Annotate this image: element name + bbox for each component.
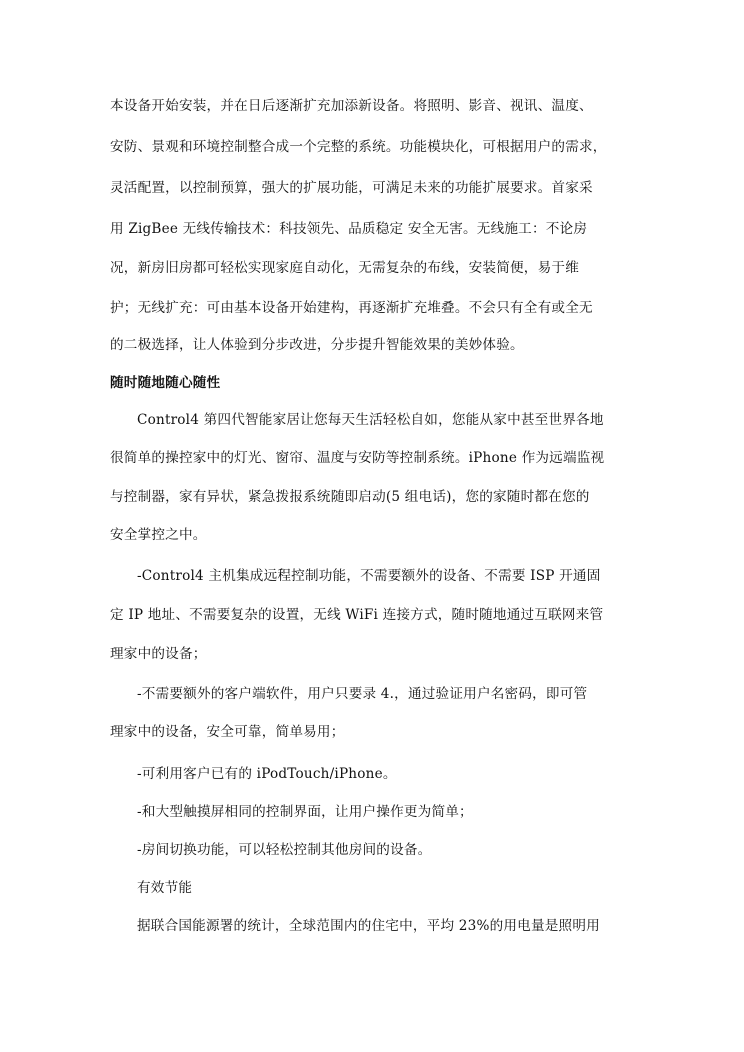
paragraph-1-line-1: 本设备开始安装，并在日后逐渐扩充加添新设备。将照明、影音、视讯、温度、 [110,98,593,114]
paragraph-2-line-1: Control4 第四代智能家居让您每天生活轻松自如，您能从家中甚至世界各地 [137,412,604,428]
paragraph-3-line-2: 定 IP 地址、不需要复杂的设置，无线 WiFi 连接方式，随时随地通过互联网来管 [110,607,604,623]
paragraph-4-line-2: 理家中的设备，安全可靠，简单易用； [110,724,345,740]
bullet-room-switch: -房间切换功能，可以轻松控制其他房间的设备。 [137,842,432,858]
paragraph-4-line-1: -不需要额外的客户端软件，用户只要录 4.，通过验证用户名密码，即可管 [137,686,588,702]
paragraph-1-line-5: 况，新房旧房都可轻松实现家庭自动化，无需复杂的布线，安装简便，易于维 [110,260,579,276]
paragraph-2-line-3: 与控制器，家有异状，紧急拨报系统随即启动(5 组电话)，您的家随时都在您的 [110,489,590,505]
paragraph-3-line-3: 理家中的设备； [110,646,207,662]
section-heading-energy-saving: 有效节能 [137,880,193,896]
paragraph-1-line-4: 用 ZigBee 无线传输技术：科技领先、品质稳定 安全无害。无线施工：不论房 [110,221,588,237]
paragraph-1-line-7: 的二极选择，让人体验到分步改进，分步提升智能效果的美妙体验。 [110,337,524,353]
paragraph-2-line-2: 很简单的操控家中的灯光、窗帘、温度与安防等控制系统。iPhone 作为远端监视 [110,450,605,466]
paragraph-3-line-1: -Control4 主机集成远程控制功能，不需要额外的设备、不需要 ISP 开通固 [137,568,601,584]
paragraph-1-line-3: 灵活配置，以控制预算，强大的扩展功能，可满足未来的功能扩展要求。首家采 [110,180,593,196]
paragraph-1-line-6: 护；无线扩充：可由基本设备开始建构，再逐渐扩充堆叠。不会只有全有或全无 [110,300,593,316]
section-heading-anytime: 随时随地随心随性 [110,375,221,391]
paragraph-5-line-1: 据联合国能源署的统计，全球范围内的住宅中，平均 23%的用电量是照明用 [137,918,600,934]
paragraph-2-line-4: 安全掌控之中。 [110,527,207,543]
paragraph-1-line-2: 安防、景观和环境控制整合成一个完整的系统。功能模块化，可根据用户的需求， [110,139,607,155]
bullet-touchscreen: -和大型触摸屏相同的控制界面，让用户操作更为简单； [137,804,473,820]
bullet-ipod-iphone: -可利用客户已有的 iPodTouch/iPhone。 [137,766,397,782]
